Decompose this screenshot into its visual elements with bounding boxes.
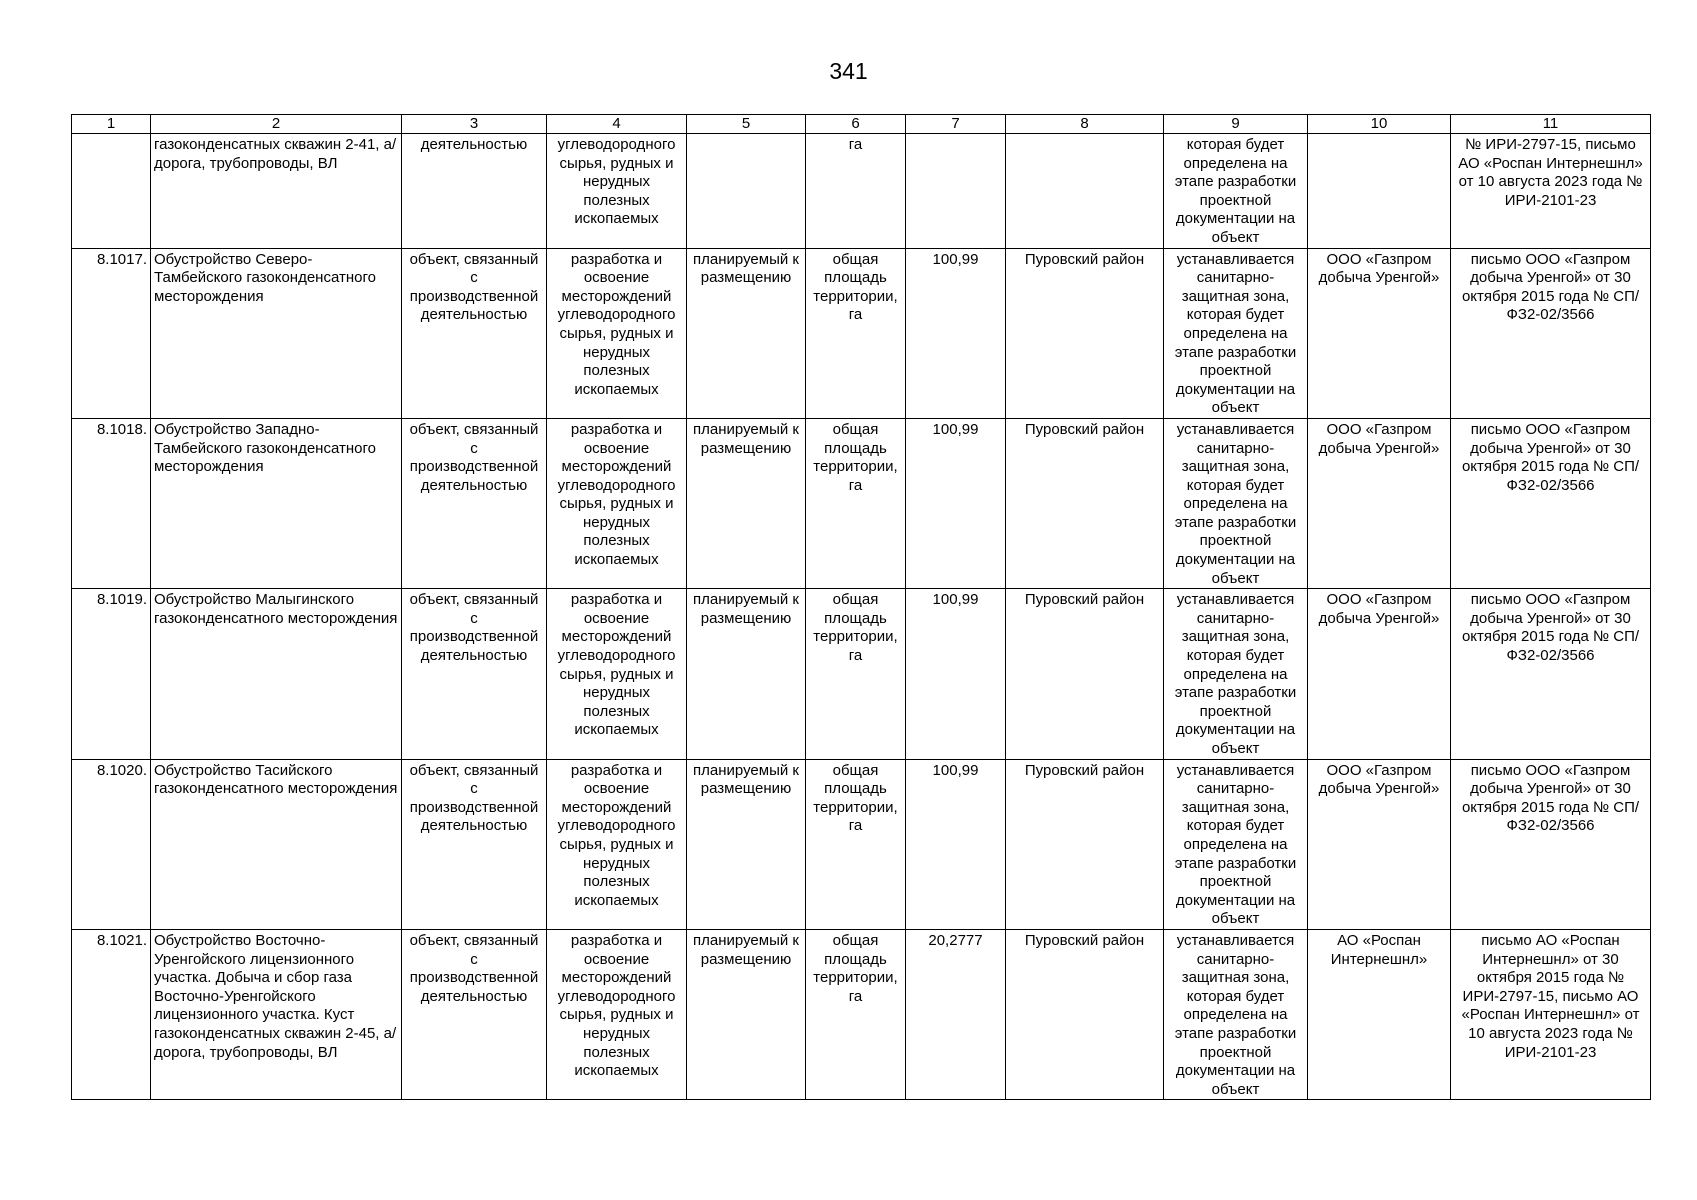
cell-object-type: объект, связанный с производственной деятельностью [402, 589, 547, 759]
cell-location: Пуровский район [1006, 418, 1164, 588]
cell-organization: АО «Роспан Интернешнл» [1308, 929, 1451, 1099]
cell-number: 8.1019. [72, 589, 151, 759]
cell-zone: устанавливается санитарно-защитная зона, которая будет определена на этапе разработки проектной документации на объект [1164, 418, 1308, 588]
cell-object-type: объект, связанный с производственной деятельностью [402, 759, 547, 929]
cell-source: № ИРИ-2797-15, письмо АО «Роспан Интернешнл» от 10 августа 2023 года № ИРИ-2101-23 [1451, 134, 1651, 249]
cell-number [72, 134, 151, 249]
cell-status [687, 134, 806, 249]
objects-table [71, 114, 1651, 1100]
cell-status: планируемый к размещению [687, 248, 806, 418]
cell-organization: ООО «Газпром добыча Уренгой» [1308, 418, 1451, 588]
cell-characteristic: общая площадь территории, га [806, 418, 906, 588]
cell-purpose: углеводородного сырья, рудных и нерудных полезных ископаемых [547, 134, 687, 249]
cell-organization [1308, 134, 1451, 249]
cell-number: 8.1020. [72, 759, 151, 929]
table-row [72, 248, 1651, 418]
cell-organization: ООО «Газпром добыча Уренгой» [1308, 759, 1451, 929]
cell-characteristic: га [806, 134, 906, 249]
cell-status: планируемый к размещению [687, 929, 806, 1099]
column-header: 9 [1164, 115, 1308, 134]
table-row [72, 418, 1651, 588]
cell-value: 100,99 [906, 248, 1006, 418]
cell-zone: которая будет определена на этапе разработки проектной документации на объект [1164, 134, 1308, 249]
cell-purpose: разработка и освоение месторождений углеводородного сырья, рудных и нерудных полезных ископаемых [547, 248, 687, 418]
cell-value: 20,2777 [906, 929, 1006, 1099]
cell-status: планируемый к размещению [687, 759, 806, 929]
cell-purpose: разработка и освоение месторождений углеводородного сырья, рудных и нерудных полезных ископаемых [547, 759, 687, 929]
cell-value: 100,99 [906, 418, 1006, 588]
table-row [72, 759, 1651, 929]
column-header: 1 [72, 115, 151, 134]
cell-value: 100,99 [906, 589, 1006, 759]
cell-zone: устанавливается санитарно-защитная зона, которая будет определена на этапе разработки проектной документации на объект [1164, 589, 1308, 759]
table-header-row [72, 115, 1651, 134]
cell-source: письмо ООО «Газпром добыча Уренгой» от 30 октября 2015 года № СП/ФЗ2-02/3566 [1451, 759, 1651, 929]
cell-number: 8.1021. [72, 929, 151, 1099]
cell-number: 8.1017. [72, 248, 151, 418]
cell-status: планируемый к размещению [687, 589, 806, 759]
column-header: 3 [402, 115, 547, 134]
cell-location [1006, 134, 1164, 249]
cell-object-type: деятельностью [402, 134, 547, 249]
cell-source: письмо ООО «Газпром добыча Уренгой» от 30 октября 2015 года № СП/ФЗ2-02/3566 [1451, 418, 1651, 588]
cell-characteristic: общая площадь территории, га [806, 759, 906, 929]
cell-zone: устанавливается санитарно-защитная зона, которая будет определена на этапе разработки проектной документации на объект [1164, 248, 1308, 418]
table-row-continuation [72, 134, 1651, 249]
column-header: 6 [806, 115, 906, 134]
column-header: 7 [906, 115, 1006, 134]
cell-purpose: разработка и освоение месторождений углеводородного сырья, рудных и нерудных полезных ископаемых [547, 589, 687, 759]
cell-location: Пуровский район [1006, 248, 1164, 418]
column-header: 8 [1006, 115, 1164, 134]
cell-object-type: объект, связанный с производственной деятельностью [402, 418, 547, 588]
cell-characteristic: общая площадь территории, га [806, 929, 906, 1099]
cell-purpose: разработка и освоение месторождений углеводородного сырья, рудных и нерудных полезных ископаемых [547, 929, 687, 1099]
cell-organization: ООО «Газпром добыча Уренгой» [1308, 248, 1451, 418]
cell-object-name: газоконденсатных скважин 2-41, а/дорога, трубопроводы, ВЛ [151, 134, 402, 249]
page-number: 341 [829, 58, 868, 84]
cell-source: письмо ООО «Газпром добыча Уренгой» от 30 октября 2015 года № СП/ФЗ2-02/3566 [1451, 248, 1651, 418]
cell-number: 8.1018. [72, 418, 151, 588]
cell-object-name: Обустройство Западно-Тамбейского газоконденсатного месторождения [151, 418, 402, 588]
cell-status: планируемый к размещению [687, 418, 806, 588]
cell-characteristic: общая площадь территории, га [806, 589, 906, 759]
cell-source: письмо ООО «Газпром добыча Уренгой» от 30 октября 2015 года № СП/ФЗ2-02/3566 [1451, 589, 1651, 759]
column-header: 5 [687, 115, 806, 134]
column-header: 10 [1308, 115, 1451, 134]
column-header: 4 [547, 115, 687, 134]
column-header: 11 [1451, 115, 1651, 134]
cell-object-type: объект, связанный с производственной деятельностью [402, 929, 547, 1099]
cell-object-name: Обустройство Малыгинского газоконденсатного месторождения [151, 589, 402, 759]
cell-location: Пуровский район [1006, 929, 1164, 1099]
table-row [72, 929, 1651, 1099]
table-row [72, 589, 1651, 759]
cell-purpose: разработка и освоение месторождений углеводородного сырья, рудных и нерудных полезных ископаемых [547, 418, 687, 588]
cell-value: 100,99 [906, 759, 1006, 929]
cell-object-name: Обустройство Северо-Тамбейского газоконденсатного месторождения [151, 248, 402, 418]
column-header: 2 [151, 115, 402, 134]
cell-characteristic: общая площадь территории, га [806, 248, 906, 418]
cell-value [906, 134, 1006, 249]
cell-object-name: Обустройство Восточно-Уренгойского лицензионного участка. Добыча и сбор газа Восточно-Уренгойского лицензионного участка. Куст газоконденсатных скважин 2-45, а/дорога, трубопроводы, ВЛ [151, 929, 402, 1099]
cell-object-name: Обустройство Тасийского газоконденсатного месторождения [151, 759, 402, 929]
cell-location: Пуровский район [1006, 589, 1164, 759]
cell-object-type: объект, связанный с производственной деятельностью [402, 248, 547, 418]
cell-zone: устанавливается санитарно-защитная зона, которая будет определена на этапе разработки проектной документации на объект [1164, 929, 1308, 1099]
cell-zone: устанавливается санитарно-защитная зона, которая будет определена на этапе разработки проектной документации на объект [1164, 759, 1308, 929]
cell-organization: ООО «Газпром добыча Уренгой» [1308, 589, 1451, 759]
cell-source: письмо АО «Роспан Интернешнл» от 30 октября 2015 года № ИРИ-2797-15, письмо АО «Роспан Интернешнл» от 10 августа 2023 года № ИРИ-2101-23 [1451, 929, 1651, 1099]
cell-location: Пуровский район [1006, 759, 1164, 929]
